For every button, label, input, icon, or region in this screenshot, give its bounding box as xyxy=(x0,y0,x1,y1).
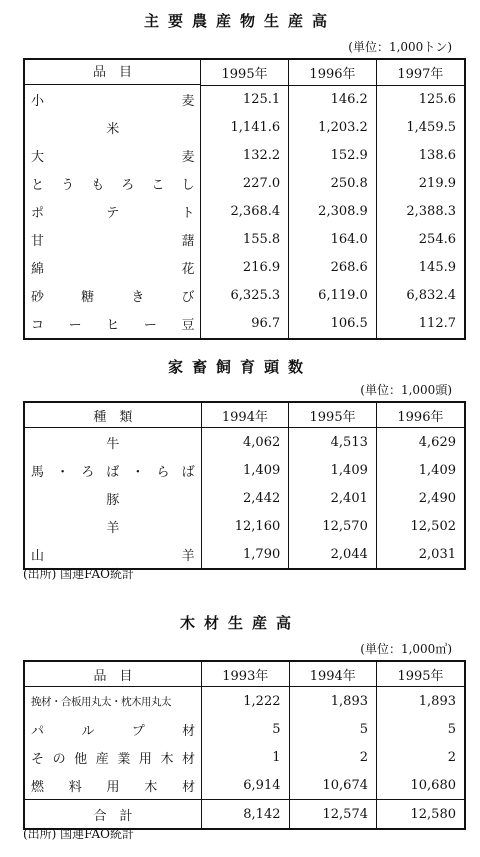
table2-source: (出所) 国連FAO統計 xyxy=(23,567,134,581)
cell: 10,674 xyxy=(289,771,377,800)
cell: 106.5 xyxy=(289,310,377,339)
row-label: 小 麦 xyxy=(31,93,195,109)
table-row xyxy=(24,198,465,226)
row-label: 挽材・合板用丸太・枕木用丸太 xyxy=(31,695,171,708)
col-header-year: 1995年 xyxy=(201,59,289,85)
row-label: 羊 xyxy=(106,520,120,536)
table2-unit: (単位：1,000頭) xyxy=(360,383,452,397)
cell: 164.0 xyxy=(289,226,377,254)
table1-unit: (単位：1,000トン) xyxy=(348,40,452,54)
row-label: 山 羊 xyxy=(31,548,195,564)
cell: 1,790 xyxy=(201,540,289,569)
table-header-row xyxy=(24,661,465,687)
table-row xyxy=(24,428,465,457)
cell: 12,502 xyxy=(410,518,456,534)
cell: 12,574 xyxy=(289,800,377,830)
table-row xyxy=(24,170,465,198)
cell: 132.2 xyxy=(201,142,289,170)
row-label: コ ー ヒ ー 豆 xyxy=(31,318,195,333)
table-header-row xyxy=(24,59,465,85)
row-label: 綿 花 xyxy=(31,262,195,277)
cell: 152.9 xyxy=(289,142,377,170)
cell: 10,680 xyxy=(410,777,456,793)
cell: 138.6 xyxy=(418,148,456,163)
cell: 2 xyxy=(289,743,377,771)
table-row xyxy=(24,282,465,310)
cell: 5 xyxy=(447,721,456,737)
col-header-item: 品 目 xyxy=(25,60,201,85)
crop-production-table xyxy=(23,58,466,340)
col-header-year: 1995年 xyxy=(377,661,466,687)
table-row xyxy=(24,512,465,540)
cell: 12,160 xyxy=(201,512,289,540)
cell: 125.6 xyxy=(418,92,456,107)
cell: 1,409 xyxy=(418,462,456,478)
cell: 146.2 xyxy=(289,85,377,114)
row-label: ポ テ ト xyxy=(31,206,195,221)
col-header-year: 1995年 xyxy=(289,402,377,428)
cell: 1,203.2 xyxy=(289,114,377,142)
cell: 4,629 xyxy=(418,434,456,450)
row-label: 砂 糖 き び xyxy=(31,290,195,305)
cell: 1,141.6 xyxy=(201,114,289,142)
cell: 268.6 xyxy=(289,254,377,282)
table-header-row xyxy=(24,402,465,428)
timber-table xyxy=(23,660,466,830)
row-label: 牛 xyxy=(106,436,120,452)
cell: 155.8 xyxy=(201,226,289,254)
cell: 2,308.9 xyxy=(289,198,377,226)
cell: 112.7 xyxy=(418,316,456,331)
table-row xyxy=(24,687,465,716)
cell: 5 xyxy=(202,715,289,743)
cell: 1,893 xyxy=(289,687,377,716)
cell: 2,442 xyxy=(201,484,289,512)
cell: 1,459.5 xyxy=(406,120,456,135)
cell: 6,832.4 xyxy=(406,288,456,303)
table3-unit: (単位：1,000㎥) xyxy=(360,642,452,656)
col-header-year: 1994年 xyxy=(201,402,289,428)
col-header-year: 1994年 xyxy=(289,661,377,687)
cell: 145.9 xyxy=(418,260,456,275)
cell: 2,368.4 xyxy=(201,198,289,226)
cell: 2,401 xyxy=(289,484,377,512)
table-row xyxy=(24,114,465,142)
col-header-year: 1997年 xyxy=(376,59,465,85)
col-header-year: 1993年 xyxy=(202,661,289,687)
table3-title: 木材生産高 xyxy=(179,614,300,632)
cell: 96.7 xyxy=(201,310,289,339)
cell: 5 xyxy=(289,715,377,743)
table3-source: (出所) 国連FAO統計 xyxy=(23,827,134,841)
table-row xyxy=(24,743,465,771)
cell: 4,062 xyxy=(201,428,289,457)
row-label: 燃 料 用 木 材 xyxy=(31,779,196,795)
cell: 6,119.0 xyxy=(289,282,377,310)
col-header-kind: 種 類 xyxy=(24,402,201,428)
cell: 216.9 xyxy=(201,254,289,282)
cell: 8,142 xyxy=(202,800,289,830)
table-row xyxy=(24,310,465,339)
table-row xyxy=(24,226,465,254)
table-row xyxy=(24,484,465,512)
table-row xyxy=(24,456,465,484)
cell: 1,409 xyxy=(289,456,377,484)
cell: 227.0 xyxy=(201,170,289,198)
table2-title: 家畜飼育頭数 xyxy=(167,358,312,376)
row-label: 豚 xyxy=(106,492,120,508)
table1-title: 主要農産物生産高 xyxy=(143,12,336,30)
table-row xyxy=(24,142,465,170)
col-header-year: 1996年 xyxy=(289,59,377,85)
cell: 1,409 xyxy=(201,456,289,484)
col-header-year: 1996年 xyxy=(376,402,465,428)
table-row xyxy=(24,715,465,743)
row-label: 甘 藷 xyxy=(31,234,195,249)
cell: 2,490 xyxy=(418,490,456,506)
cell: 2,044 xyxy=(289,540,377,569)
cell: 6,325.3 xyxy=(201,282,289,310)
cell: 12,580 xyxy=(377,800,466,830)
row-label: 大 麦 xyxy=(31,150,195,165)
col-header-item: 品 目 xyxy=(24,661,202,687)
cell: 12,570 xyxy=(289,512,377,540)
row-label: 米 xyxy=(106,122,120,137)
livestock-table xyxy=(23,401,466,570)
cell: 2,031 xyxy=(418,546,456,562)
cell: 2,388.3 xyxy=(406,204,456,219)
cell: 2 xyxy=(447,749,456,765)
cell: 4,513 xyxy=(289,428,377,457)
cell: 250.8 xyxy=(289,170,377,198)
row-label: そ の 他 産 業 用 木 材 xyxy=(31,751,196,767)
table-row xyxy=(24,85,465,114)
cell: 6,914 xyxy=(202,771,289,800)
cell: 125.1 xyxy=(201,85,289,114)
row-label: 合 計 xyxy=(93,808,133,824)
cell: 1 xyxy=(202,743,289,771)
cell: 254.6 xyxy=(418,232,456,247)
row-label: パ ル プ 材 xyxy=(31,723,196,739)
cell: 1,893 xyxy=(418,693,456,709)
cell: 1,222 xyxy=(202,687,289,716)
table-row xyxy=(24,771,465,800)
row-label: と う も ろ こ し xyxy=(31,178,195,193)
table-row xyxy=(24,254,465,282)
cell: 219.9 xyxy=(418,176,456,191)
row-label: 馬 ・ ろ ば ・ ら ば xyxy=(31,464,195,480)
